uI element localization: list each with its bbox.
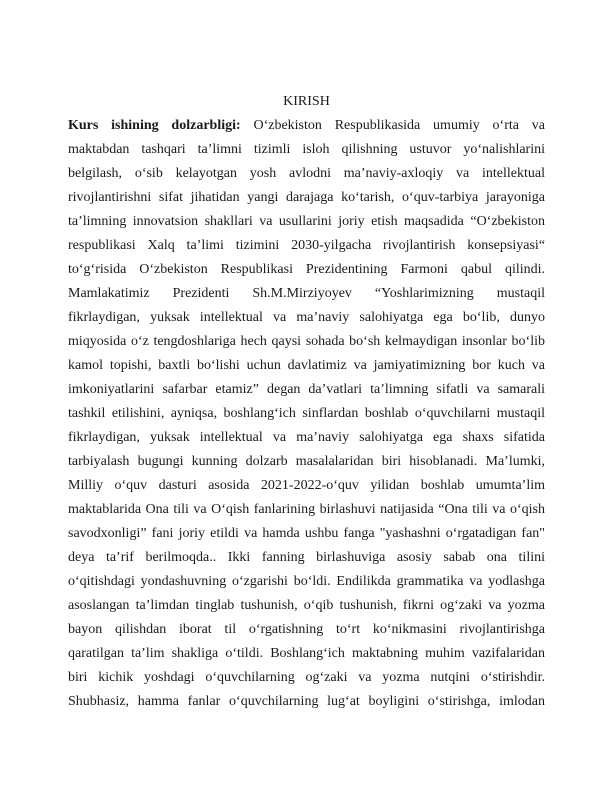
paragraph-line: qaratilgan ta’lim shakliga o‘tildi. Boshlang‘ich maktabning muhim vazifalaridan — [68, 646, 545, 661]
paragraph-line: bayon qilishdan iborat til o‘rgatishning to‘rt ko‘nikmasini rivojlantirishga — [68, 622, 545, 637]
paragraph-line: Shubhasiz, hamma fanlar o‘quvchilarning lug‘at boyligini o‘stirishga, imlodan — [68, 694, 545, 709]
paragraph-line-text: O‘zbekiston Respublikasida umumiy o‘rta va — [253, 118, 545, 133]
paragraph-line: respublikasi Xalq ta’limi tizimini 2030-yilgacha rivojlantirish konsepsiyasi“ — [68, 238, 545, 253]
paragraph-line: fikrlaydigan, yuksak intellektual va ma’naviy salohiyatga ega shaxs sifatida — [68, 430, 545, 445]
body-paragraph — [68, 114, 545, 714]
paragraph-line: kamol topishi, baxtli bo‘lishi uchun davlatimiz va jamiyatimizning bor kuch va — [68, 358, 545, 373]
paragraph-line: belgilash, o‘sib kelayotgan yosh avlodni ma’naviy-axloqiy va intellektual — [68, 166, 545, 181]
paragraph-line: imkoniyatlarini safarbar etamiz” degan da’vatlari ta’limning sifatli va samarali — [68, 382, 545, 397]
paragraph-line: fikrlaydigan, yuksak intellektual va ma’naviy salohiyatga ega bo‘lib, dunyo — [68, 310, 545, 325]
paragraph-line: asoslangan ta’limdan tinglab tushunish, o‘qib tushunish, fikrni og‘zaki va yozma — [68, 598, 545, 613]
paragraph-line: ta’limning innovatsion shakllari va usullarini joriy etish maqsadida “O‘zbekiston — [68, 214, 545, 229]
paragraph-line: maktabdan tashqari ta’limni tizimli isloh qilishning ustuvor yo‘nalishlarini — [68, 142, 545, 157]
paragraph-line: Mamlakatimiz Prezidenti Sh.M.Mirziyoyev “Yoshlarimizning mustaqil — [68, 286, 545, 301]
paragraph-line — [68, 114, 545, 138]
paragraph-line: maktablarida Ona tili va O‘qish fanlarining birlashuvi natijasida “Ona tili va o‘qish — [68, 502, 545, 517]
paragraph-line: rivojlantirishni sifat jihatidan yangi darajaga ko‘tarish, o‘quv-tarbiya jarayoniga — [68, 190, 545, 205]
paragraph-line: Milliy o‘quv dasturi asosida 2021-2022-o‘quv yilidan boshlab umumta’lim — [68, 478, 545, 493]
paragraph-line: miqyosida o‘z tengdoshlariga hech qaysi sohada bo‘sh kelmaydigan insonlar bo‘lib — [68, 334, 545, 349]
section-title: KIRISH — [283, 94, 330, 109]
paragraph-line: deya ta’rif berilmoqda.. Ikki fanning birlashuviga asosiy sabab ona tilini — [68, 550, 545, 565]
page-content — [68, 90, 545, 714]
paragraph-line: to‘g‘risida O‘zbekiston Respublikasi Prezidentining Farmoni qabul qilindi. — [68, 262, 545, 277]
paragraph-line: savodxonligi” fani joriy etildi va hamda ushbu fanga "yashashni o‘rgatadigan fan" — [68, 526, 545, 541]
paragraph-line: tashkil etilishini, ayniqsa, boshlang‘ich sinflardan boshlab o‘quvchilarni mustaqil — [68, 406, 545, 421]
paragraph-line: biri kichik yoshdagi o‘quvchilarning og‘zaki va yozma nutqini o‘stirishdir. — [68, 670, 545, 685]
paragraph-line: o‘qitishdagi yondashuvning o‘zgarishi bo‘ldi. Endilikda grammatika va yodlashga — [68, 574, 545, 589]
paragraph-line: tarbiyalash bugungi kunning dolzarb masalalaridan biri hisoblanadi. Ma’lumki, — [68, 454, 545, 469]
paragraph-lead-bold: Kurs ishining dolzarbligi: — [68, 118, 241, 133]
